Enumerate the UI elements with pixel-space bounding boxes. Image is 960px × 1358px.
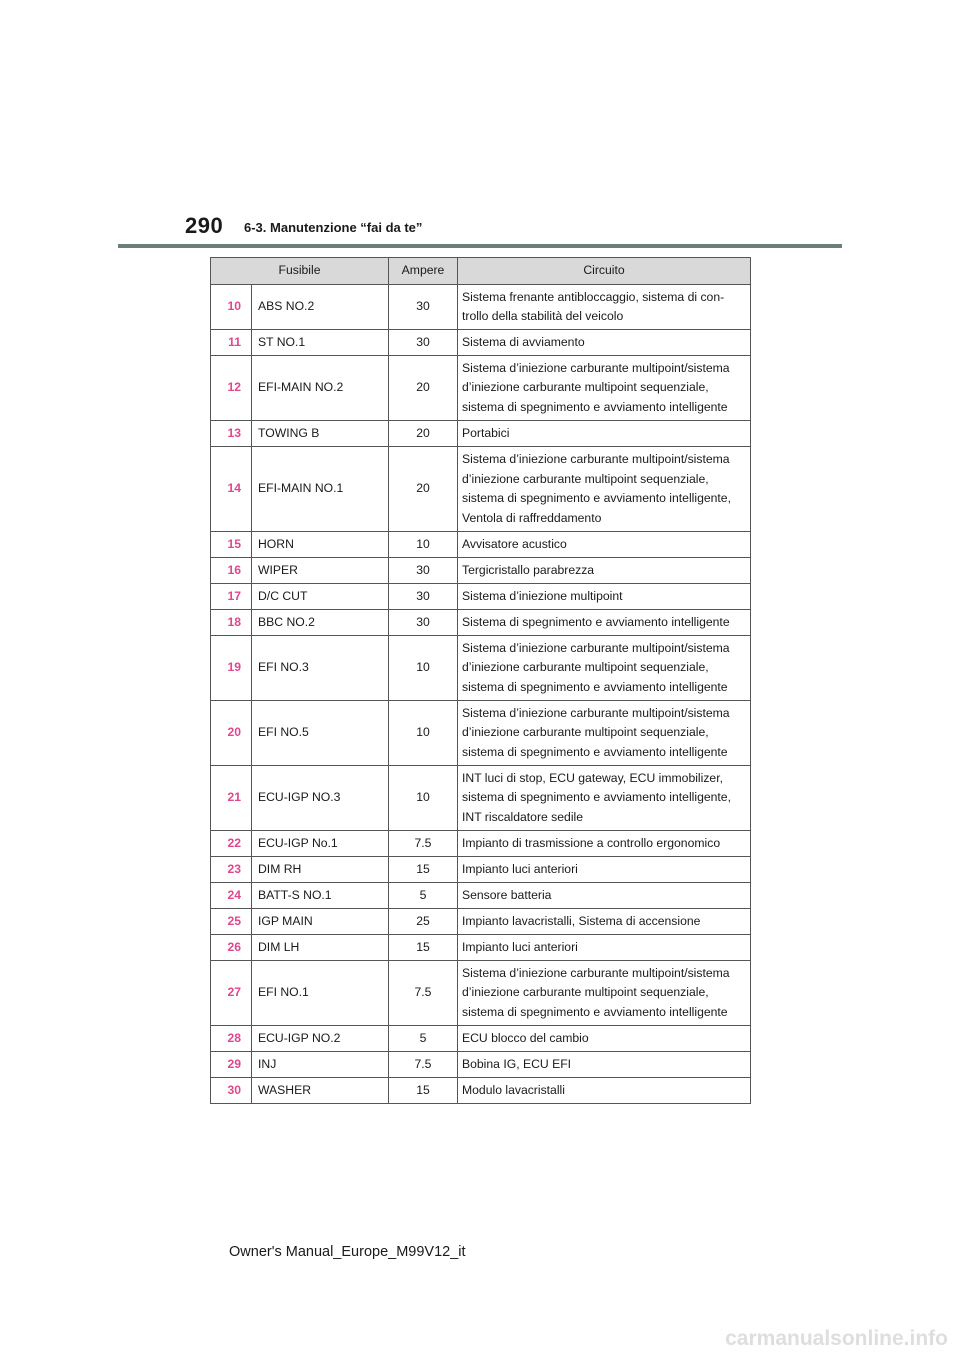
table-row — [211, 285, 751, 330]
fuse-circuit: INT luci di stop, ECU gateway, ECU immobilizer, sistema di spegnimento e avviamento intelligente, INT riscaldatore sedile — [458, 766, 751, 831]
fuse-circuit: Sistema di spegnimento e avviamento intelligente — [458, 610, 751, 636]
table-row — [211, 909, 751, 935]
fuse-number: 25 — [211, 909, 252, 935]
fuse-name: DIM LH — [252, 935, 389, 961]
fuse-circuit: Impianto luci anteriori — [458, 935, 751, 961]
fuse-ampere: 7.5 — [389, 961, 458, 1026]
table-row — [211, 447, 751, 532]
table-row — [211, 701, 751, 766]
fuse-ampere: 10 — [389, 532, 458, 558]
fuse-ampere: 20 — [389, 447, 458, 532]
fuse-name: EFI NO.1 — [252, 961, 389, 1026]
table-row — [211, 1052, 751, 1078]
fuse-circuit: Sistema frenante antibloccaggio, sistema di con-trollo della stabilità del veicolo — [458, 285, 751, 330]
fuse-circuit: Impianto di trasmissione a controllo ergonomico — [458, 831, 751, 857]
fuse-number: 16 — [211, 558, 252, 584]
fuse-name: EFI-MAIN NO.1 — [252, 447, 389, 532]
table-row — [211, 610, 751, 636]
table-header-row — [211, 258, 751, 285]
fuse-number: 30 — [211, 1078, 252, 1104]
fuse-name: EFI NO.3 — [252, 636, 389, 701]
fuse-ampere: 30 — [389, 330, 458, 356]
fuse-name: IGP MAIN — [252, 909, 389, 935]
fuse-ampere: 15 — [389, 857, 458, 883]
fuse-table — [210, 257, 751, 1104]
table-row — [211, 883, 751, 909]
fuse-number: 20 — [211, 701, 252, 766]
fuse-number: 10 — [211, 285, 252, 330]
table-row — [211, 1026, 751, 1052]
section-title: 6-3. Manutenzione “fai da te” — [244, 220, 423, 235]
document-id: Owner's Manual_Europe_M99V12_it — [229, 1244, 466, 1260]
fuse-name: ECU-IGP No.1 — [252, 831, 389, 857]
table-row — [211, 558, 751, 584]
column-header-ampere: Ampere — [389, 258, 458, 285]
table-row — [211, 636, 751, 701]
fuse-name: ECU-IGP NO.3 — [252, 766, 389, 831]
fuse-circuit: Impianto luci anteriori — [458, 857, 751, 883]
fuse-circuit: Sistema d’iniezione carburante multipoint/sistema d’iniezione carburante multipoint sequenziale, sistema di spegnimento e avviamento intelligente — [458, 701, 751, 766]
header-rule — [118, 244, 842, 248]
watermark: carmanualsonline.info — [725, 1327, 948, 1350]
fuse-ampere: 10 — [389, 701, 458, 766]
fuse-circuit: Avvisatore acustico — [458, 532, 751, 558]
fuse-name: ABS NO.2 — [252, 285, 389, 330]
table-row — [211, 356, 751, 421]
fuse-circuit: Impianto lavacristalli, Sistema di accensione — [458, 909, 751, 935]
fuse-circuit: Bobina IG, ECU EFI — [458, 1052, 751, 1078]
fuse-ampere: 20 — [389, 421, 458, 447]
fuse-circuit: Sistema d’iniezione carburante multipoint/sistema d’iniezione carburante multipoint sequenziale, sistema di spegnimento e avviamento intelligente, Ventola di raffreddamento — [458, 447, 751, 532]
fuse-circuit: Sistema d’iniezione carburante multipoint/sistema d’iniezione carburante multipoint sequenziale, sistema di spegnimento e avviamento intelligente — [458, 356, 751, 421]
fuse-ampere: 5 — [389, 1026, 458, 1052]
fuse-name: HORN — [252, 532, 389, 558]
fuse-ampere: 10 — [389, 766, 458, 831]
page-number: 290 — [185, 213, 224, 238]
fuse-number: 13 — [211, 421, 252, 447]
fuse-name: D/C CUT — [252, 584, 389, 610]
table-row — [211, 421, 751, 447]
fuse-number: 18 — [211, 610, 252, 636]
fuse-ampere: 7.5 — [389, 1052, 458, 1078]
table-row — [211, 1078, 751, 1104]
table-row — [211, 857, 751, 883]
fuse-number: 27 — [211, 961, 252, 1026]
fuse-number: 28 — [211, 1026, 252, 1052]
fuse-circuit: Sistema d’iniezione multipoint — [458, 584, 751, 610]
table-row — [211, 584, 751, 610]
fuse-number: 12 — [211, 356, 252, 421]
fuse-name: TOWING B — [252, 421, 389, 447]
fuse-number: 19 — [211, 636, 252, 701]
fuse-number: 29 — [211, 1052, 252, 1078]
fuse-ampere: 10 — [389, 636, 458, 701]
fuse-number: 22 — [211, 831, 252, 857]
fuse-name: ST NO.1 — [252, 330, 389, 356]
fuse-circuit: Tergicristallo parabrezza — [458, 558, 751, 584]
fuse-circuit: Sensore batteria — [458, 883, 751, 909]
fuse-ampere: 20 — [389, 356, 458, 421]
fuse-number: 11 — [211, 330, 252, 356]
fuse-name: BBC NO.2 — [252, 610, 389, 636]
table-row — [211, 766, 751, 831]
table-row — [211, 831, 751, 857]
fuse-circuit: Sistema di avviamento — [458, 330, 751, 356]
fuse-circuit: Portabici — [458, 421, 751, 447]
fuse-number: 17 — [211, 584, 252, 610]
column-header-circuit: Circuito — [458, 258, 751, 285]
fuse-number: 15 — [211, 532, 252, 558]
fuse-name: DIM RH — [252, 857, 389, 883]
fuse-ampere: 30 — [389, 285, 458, 330]
fuse-circuit: Sistema d’iniezione carburante multipoint/sistema d’iniezione carburante multipoint sequenziale, sistema di spegnimento e avviamento intelligente — [458, 636, 751, 701]
table-row — [211, 532, 751, 558]
fuse-ampere: 15 — [389, 1078, 458, 1104]
fuse-name: BATT-S NO.1 — [252, 883, 389, 909]
fuse-name: EFI-MAIN NO.2 — [252, 356, 389, 421]
fuse-ampere: 25 — [389, 909, 458, 935]
fuse-number: 26 — [211, 935, 252, 961]
fuse-name: INJ — [252, 1052, 389, 1078]
fuse-number: 24 — [211, 883, 252, 909]
fuse-number: 21 — [211, 766, 252, 831]
fuse-circuit: Modulo lavacristalli — [458, 1078, 751, 1104]
fuse-ampere: 7.5 — [389, 831, 458, 857]
fuse-name: ECU-IGP NO.2 — [252, 1026, 389, 1052]
fuse-circuit: ECU blocco del cambio — [458, 1026, 751, 1052]
column-header-fuse: Fusibile — [211, 258, 389, 285]
fuse-number: 23 — [211, 857, 252, 883]
fuse-ampere: 30 — [389, 584, 458, 610]
table-row — [211, 330, 751, 356]
fuse-name: WIPER — [252, 558, 389, 584]
table-row — [211, 961, 751, 1026]
fuse-ampere: 15 — [389, 935, 458, 961]
table-row — [211, 935, 751, 961]
fuse-ampere: 30 — [389, 610, 458, 636]
fuse-circuit: Sistema d’iniezione carburante multipoint/sistema d’iniezione carburante multipoint sequenziale, sistema di spegnimento e avviamento intelligente — [458, 961, 751, 1026]
fuse-name: WASHER — [252, 1078, 389, 1104]
fuse-name: EFI NO.5 — [252, 701, 389, 766]
fuse-ampere: 30 — [389, 558, 458, 584]
fuse-ampere: 5 — [389, 883, 458, 909]
fuse-number: 14 — [211, 447, 252, 532]
